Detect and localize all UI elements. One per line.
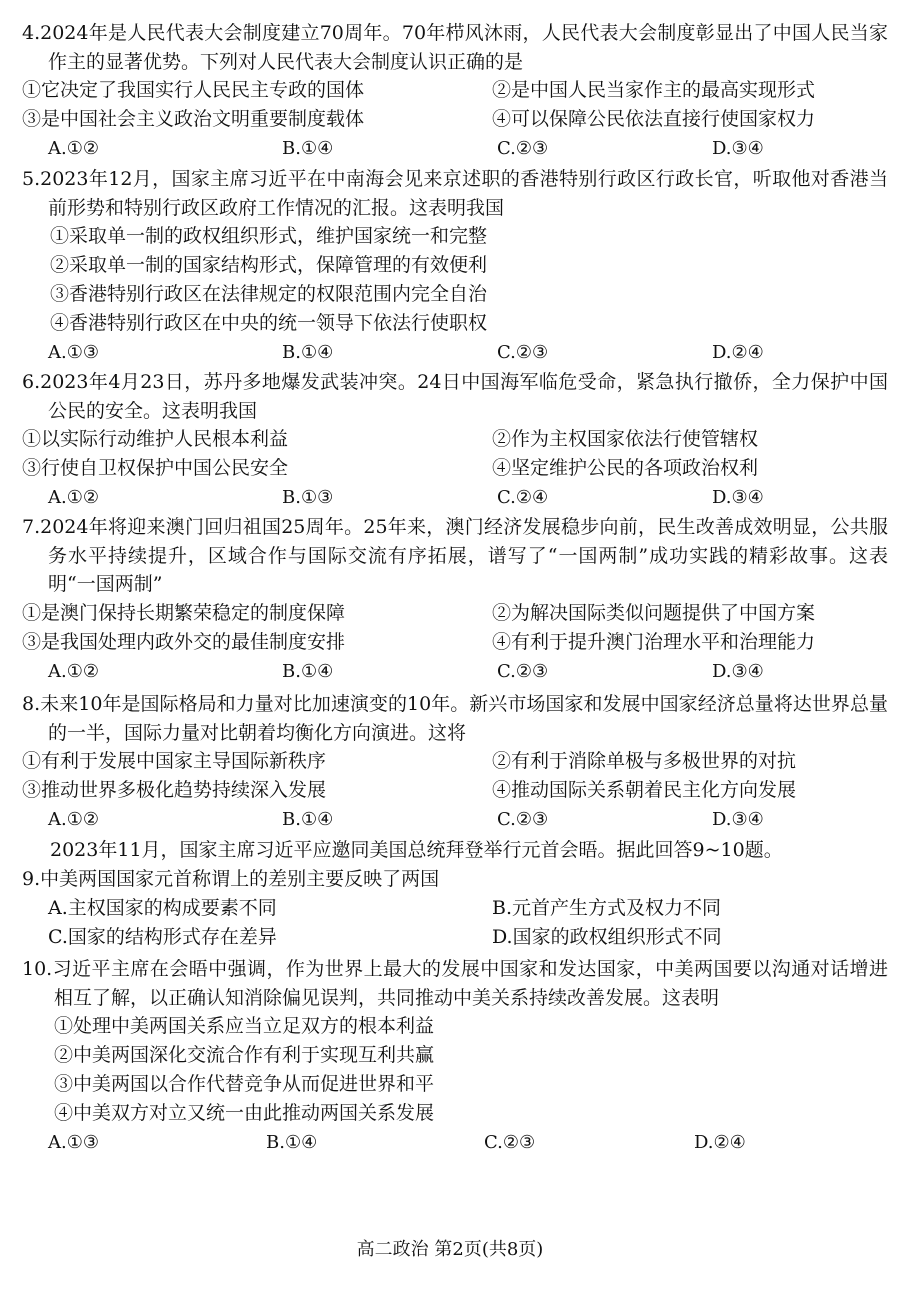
statement: ④有利于提升澳门治理水平和治理能力	[492, 630, 816, 653]
option-a: A.①③	[48, 342, 99, 363]
option-b: B.①④	[282, 809, 334, 830]
statement: ②作为主权国家依法行使管辖权	[492, 428, 759, 450]
statement-list	[22, 76, 888, 134]
question-5	[22, 165, 888, 367]
answer-options	[22, 134, 888, 163]
question-10	[22, 955, 888, 1157]
option-a: A.①③	[48, 1132, 99, 1153]
option-d: D.③④	[712, 487, 764, 508]
statement: ①是澳门保持长期繁荣稳定的制度保障	[22, 601, 346, 624]
option-b: B.①④	[282, 138, 334, 159]
option-b: B.①④	[282, 342, 334, 363]
statement: ①以实际行动维护人民根本利益	[22, 428, 289, 450]
statement: ④香港特别行政区在中央的统一领导下依法行使职权	[50, 312, 488, 334]
statement: ①有利于发展中国家主导国际新秩序	[22, 750, 327, 772]
statement-list	[22, 425, 888, 483]
question-9	[22, 865, 888, 952]
question-stem: 5.2023年12月，国家主席习近平在中南海会见来京述职的香港特别行政区行政长官，听取他对香港当前形势和特别行政区政府工作情况的汇报。这表明我国	[22, 168, 888, 219]
option-b: B.元首产生方式及权力不同	[492, 896, 722, 919]
question-stem: 4.2024年是人民代表大会制度建立70周年。70年栉风沐雨，人民代表大会制度彰显出了中国人民当家作主的显著优势。下列对人民代表大会制度认识正确的是	[22, 22, 888, 73]
statement: ③是中国社会主义政治文明重要制度载体	[22, 108, 365, 130]
question-7	[22, 513, 888, 686]
option-a: A.主权国家的构成要素不同	[48, 896, 277, 919]
statement: ②是中国人民当家作主的最高实现形式	[492, 79, 816, 101]
option-c: C.国家的结构形式存在差异	[48, 925, 277, 948]
option-d: D.③④	[712, 138, 764, 159]
answer-options	[22, 338, 888, 367]
statement: ②中美两国深化交流合作有利于实现互利共赢	[54, 1044, 435, 1066]
answer-options	[22, 483, 888, 512]
statement: ④坚定维护公民的各项政治权利	[492, 457, 759, 479]
statement: ①它决定了我国实行人民民主专政的国体	[22, 79, 365, 101]
statement: ②为解决国际类似问题提供了中国方案	[492, 601, 816, 624]
option-b: B.①③	[282, 487, 334, 508]
answer-options	[22, 894, 888, 952]
statement: ①采取单一制的政权组织形式，维护国家统一和完整	[50, 225, 488, 247]
option-a: A.①②	[48, 487, 99, 508]
statement-list	[22, 747, 888, 805]
question-4	[22, 19, 888, 163]
question-stem: 8.未来10年是国际格局和力量对比加速演变的10年。新兴市场国家和发展中国家经济总量将达世界总量的一半，国际力量对比朝着均衡化方向演进。这将	[22, 693, 888, 744]
option-c: C.②③	[497, 660, 549, 682]
statement: ④中美双方对立又统一由此推动两国关系发展	[54, 1102, 435, 1124]
statement: ①处理中美两国关系应当立足双方的根本利益	[54, 1015, 435, 1037]
page-footer: 高二政治 第2页(共8页)	[356, 1239, 544, 1260]
question-stem: 6.2023年4月23日，苏丹多地爆发武装冲突。24日中国海军临危受命，紧急执行撤侨，全力保护中国公民的安全。这表明我国	[22, 371, 888, 422]
statement-list	[22, 222, 888, 338]
statement: ④推动国际关系朝着民主化方向发展	[492, 779, 797, 801]
answer-options	[22, 657, 888, 686]
option-a: A.①②	[48, 809, 99, 830]
question-6	[22, 368, 888, 512]
statement: ②有利于消除单极与多极世界的对抗	[492, 750, 797, 772]
answer-options	[22, 805, 888, 834]
option-d: D.③④	[712, 809, 764, 830]
option-c: C.②③	[497, 138, 549, 159]
statement-list	[22, 599, 888, 657]
option-d: D.③④	[712, 660, 764, 682]
statement: ④可以保障公民依法直接行使国家权力	[492, 108, 816, 130]
question-stem: 7.2024年将迎来澳门回归祖国25周年。25年来，澳门经济发展稳步向前，民生改善成效明显，公共服务水平持续提升，区域合作与国际交流有序拓展，谱写了“一国两制”成功实践的精彩故事。这表明“一国两制”	[22, 516, 888, 595]
statement: ③香港特别行政区在法律规定的权限范围内完全自治	[50, 283, 488, 305]
option-d: D.国家的政权组织形式不同	[492, 925, 722, 948]
option-b: B.①④	[266, 1132, 318, 1153]
question-stem: 9.中美两国国家元首称谓上的差别主要反映了两国	[22, 868, 440, 890]
statement: ③推动世界多极化趋势持续深入发展	[22, 779, 327, 801]
option-d: D.②④	[694, 1132, 746, 1153]
material-intro: 2023年11月，国家主席习近平应邀同美国总统拜登举行元首会晤。据此回答9~10题。	[50, 839, 783, 861]
option-c: C.②③	[497, 809, 549, 830]
option-c: C.②③	[484, 1132, 536, 1153]
statement: ③是我国处理内政外交的最佳制度安排	[22, 630, 346, 653]
option-b: B.①④	[282, 660, 334, 682]
statement: ②采取单一制的国家结构形式，保障管理的有效便利	[50, 254, 488, 276]
statement-list	[22, 1012, 888, 1128]
answer-options	[22, 1128, 888, 1157]
question-8	[22, 690, 888, 834]
option-c: C.②③	[497, 342, 549, 363]
question-stem: 10.习近平主席在会晤中强调，作为世界上最大的发展中国家和发达国家，中美两国要以沟通对话增进相互了解，以正确认知消除偏见误判，共同推动中美关系持续改善发展。这表明	[22, 958, 888, 1009]
statement: ③中美两国以合作代替竞争从而促进世界和平	[54, 1073, 435, 1095]
statement: ③行使自卫权保护中国公民安全	[22, 457, 289, 479]
option-a: A.①②	[48, 660, 99, 682]
option-c: C.②④	[497, 487, 549, 508]
option-a: A.①②	[48, 138, 99, 159]
option-d: D.②④	[712, 342, 764, 363]
